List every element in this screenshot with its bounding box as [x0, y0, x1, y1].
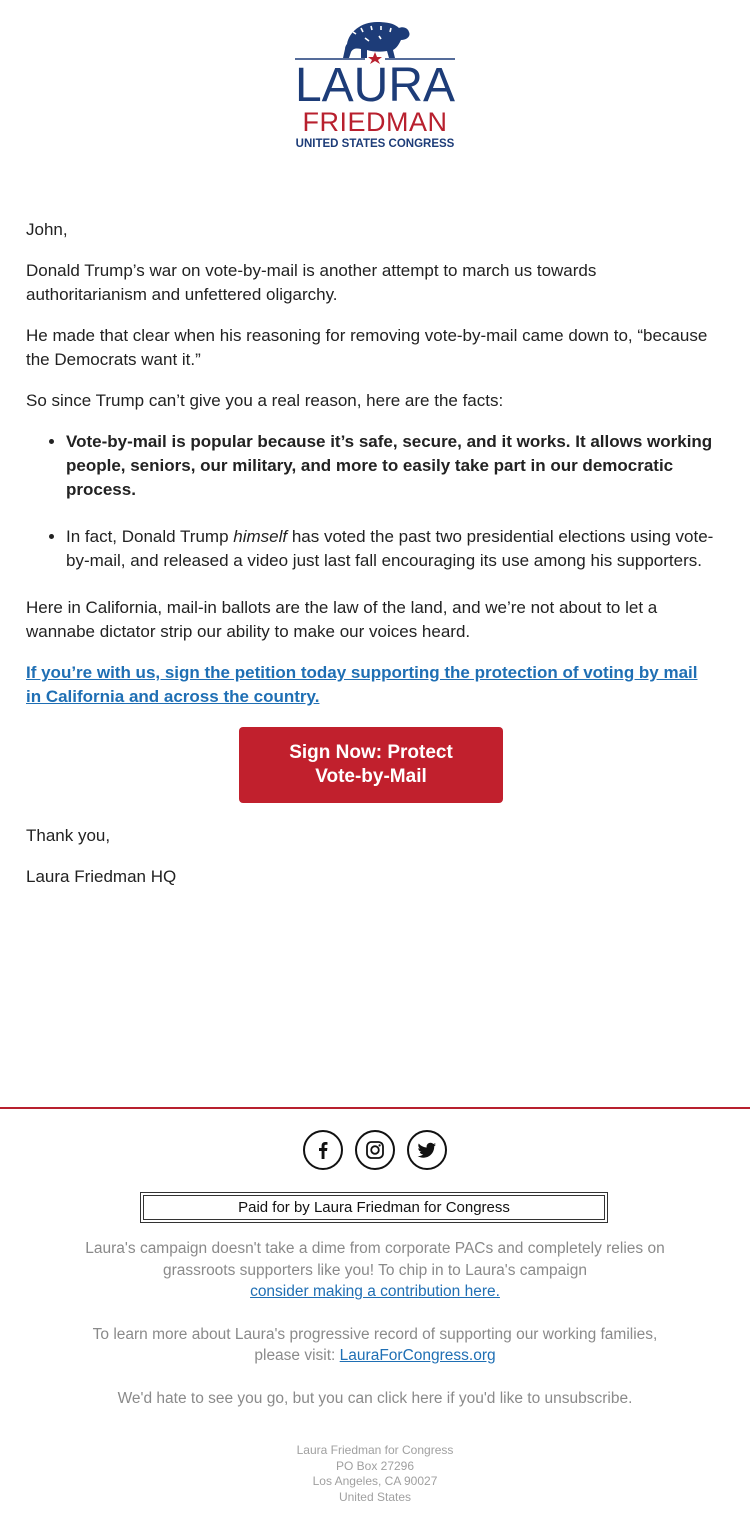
twitter-icon[interactable]	[407, 1130, 447, 1170]
petition-link[interactable]: If you’re with us, sign the petition today supporting the protection of voting by mail in California and across the country.	[26, 663, 698, 706]
footer-learn-more-paragraph: To learn more about Laura's progressive record of supporting our working families, please visit: LauraForCongress.org	[92, 1325, 658, 1364]
paragraph-california: Here in California, mail-in ballots are the law of the land, and we’re not about to let a wannabe dictator strip our ability to make our voices heard.	[26, 598, 658, 641]
footer	[75, 1238, 675, 1430]
logo-surname: FRIEDMAN	[302, 107, 448, 137]
signoff: Thank you,	[26, 826, 111, 845]
facebook-icon[interactable]	[303, 1130, 343, 1170]
paid-for-disclaimer: Paid for by Laura Friedman for Congress	[143, 1195, 605, 1220]
social-links	[0, 1130, 750, 1170]
address-country: United States	[338, 1489, 412, 1504]
paragraph-reasoning: He made that clear when his reasoning for removing vote-by-mail came down to, “because the Democrats want it.”	[26, 326, 708, 369]
address-po-box: PO Box 27296	[335, 1458, 415, 1473]
footer-pacs-paragraph: Laura's campaign doesn't take a dime from corporate PACs and completely relies on grassroots supporters like you! To chip in to Laura's campaign consider making a contribution here.	[85, 1240, 665, 1300]
unsubscribe-text[interactable]: We'd hate to see you go, but you can click here if you'd like to unsubscribe.	[117, 1389, 633, 1407]
footer-divider	[0, 1107, 750, 1109]
mailing-address	[0, 1443, 750, 1505]
petition-paragraph	[26, 661, 716, 709]
sign-now-button[interactable]: Sign Now: Protect Vote-by-Mail	[239, 727, 503, 803]
facts-list	[26, 430, 716, 573]
logo-name: LAURA	[294, 59, 456, 112]
bear-icon	[295, 14, 455, 64]
contribution-link[interactable]: consider making a contribution here.	[250, 1283, 500, 1300]
email-body	[26, 218, 716, 906]
address-city: Los Angeles, CA 90027	[312, 1474, 438, 1488]
signature: Laura Friedman HQ	[26, 867, 177, 886]
address-name: Laura Friedman for Congress	[296, 1443, 454, 1457]
paragraph-facts-intro: So since Trump can’t give you a real reason, here are the facts:	[26, 391, 504, 410]
instagram-icon[interactable]	[355, 1130, 395, 1170]
list-item: • Vote-by-mail is popular because it’s safe, secure, and it works. It allows working people, seniors, our military, and more to easily take part in our democratic process.	[66, 430, 716, 502]
campaign-logo	[0, 14, 750, 152]
website-link[interactable]: LauraForCongress.org	[339, 1347, 496, 1364]
greeting: John,	[26, 220, 68, 239]
logo-office: UNITED STATES CONGRESS	[295, 138, 455, 150]
list-item: • In fact, Donald Trump himself has voted the past two presidential elections using vote-by-mail, and released a video just last fall encouraging its use among his supporters.	[66, 525, 716, 573]
paragraph-war-on-vote-by-mail: Donald Trump’s war on vote-by-mail is another attempt to march us towards authoritarianism and unfettered oligarchy.	[26, 261, 597, 304]
